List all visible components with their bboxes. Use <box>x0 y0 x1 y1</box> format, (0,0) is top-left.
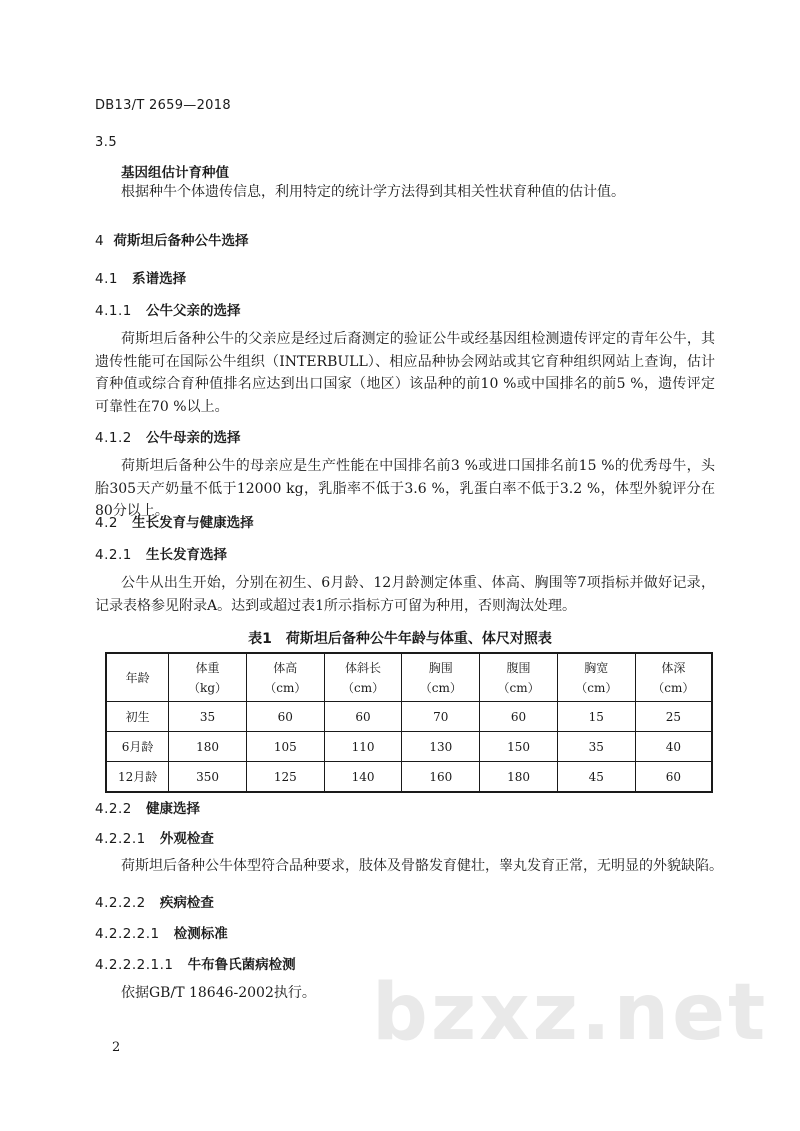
table-cell: 180 <box>480 762 558 793</box>
section-number: 4 <box>95 233 105 249</box>
column-header: 体重 （kg） <box>169 653 247 702</box>
section-4-1-heading <box>95 267 186 287</box>
table-cell: 140 <box>324 762 402 793</box>
column-header: 胸宽 （cm） <box>557 653 635 702</box>
section-number: 4.2.2.2 <box>95 895 146 911</box>
section-number: 4.2.1 <box>95 547 132 563</box>
section-4-heading <box>95 229 249 249</box>
column-header: 腹围 （cm） <box>480 653 558 702</box>
table-cell: 45 <box>557 762 635 793</box>
section-number: 4.1.2 <box>95 430 132 446</box>
section-title: 检测标准 <box>173 926 228 942</box>
section-title: 荷斯坦后备种公牛选择 <box>113 233 249 249</box>
section-number: 4.2.2.1 <box>95 831 146 847</box>
column-header: 体斜长 （cm） <box>324 653 402 702</box>
column-header: 体高 （cm） <box>246 653 324 702</box>
section-title: 公牛父亲的选择 <box>145 303 241 319</box>
column-header: 年龄 <box>106 653 169 702</box>
table-cell: 6月龄 <box>106 732 169 762</box>
table-cell: 35 <box>169 702 247 732</box>
section-4-2-2-2-heading <box>95 891 214 911</box>
table-cell: 70 <box>402 702 480 732</box>
section-4-2-1-heading <box>95 543 227 563</box>
watermark: bzxz.net <box>372 968 769 1058</box>
table-header-row <box>106 653 712 702</box>
table-cell: 130 <box>402 732 480 762</box>
section-number: 4.2 <box>95 515 118 531</box>
section-title: 公牛母亲的选择 <box>145 430 241 446</box>
term-title: 基因组估计育种值 <box>121 165 229 181</box>
section-number-3-5: 3.5 <box>95 135 118 150</box>
section-title: 健康选择 <box>145 801 200 817</box>
section-title: 生长发育选择 <box>145 547 227 563</box>
table-cell: 160 <box>402 762 480 793</box>
section-4-1-2-heading <box>95 426 240 446</box>
section-number: 4.1 <box>95 271 118 287</box>
table-row <box>106 732 712 762</box>
table-cell: 180 <box>169 732 247 762</box>
column-header: 体深 （cm） <box>635 653 712 702</box>
paragraph-4-1-2: 荷斯坦后备种公牛的母亲应是生产性能在中国排名前3 %或进口国排名前15 %的优秀母牛，头胎305天产奶量不低于12000 kg，乳脂率不低于3.6 %，乳蛋白率不低于3.2 %，体型外貌评分在80分以上。 <box>95 458 715 519</box>
section-4-2-2-1-heading <box>95 827 214 847</box>
section-number: 4.2.2 <box>95 801 132 817</box>
section-title: 牛布鲁氏菌病检测 <box>187 957 296 973</box>
section-number: 4.2.2.2.1.1 <box>95 957 174 973</box>
section-title: 系谱选择 <box>132 271 187 287</box>
section-title: 外观检查 <box>159 831 214 847</box>
table-cell: 60 <box>246 702 324 732</box>
table-cell: 15 <box>557 702 635 732</box>
column-header: 胸围 （cm） <box>402 653 480 702</box>
table-cell: 105 <box>246 732 324 762</box>
paragraph-4-2-1: 公牛从出生开始，分别在初生、6月龄、12月龄测定体重、体高、胸围等7项指标并做好记录，记录表格参见附录A。达到或超过表1所示指标方可留为种用，否则淘汰处理。 <box>95 575 715 614</box>
section-4-2-2-2-1-heading <box>95 922 228 942</box>
table-cell: 25 <box>635 702 712 732</box>
table-cell: 350 <box>169 762 247 793</box>
paragraph-4-2-2-1: 荷斯坦后备种公牛体型符合品种要求，肢体及骨骼发育健壮，睾丸发育正常，无明显的外貌缺陷。 <box>121 858 723 874</box>
table-cell: 60 <box>324 702 402 732</box>
paragraph-4-2-2-2-1-1: 依据GB/T 18646-2002执行。 <box>121 985 316 1001</box>
section-4-2-2-2-1-1-heading <box>95 953 296 973</box>
table-cell: 60 <box>480 702 558 732</box>
table-cell: 12月龄 <box>106 762 169 793</box>
body-size-table <box>105 652 713 793</box>
table-cell: 150 <box>480 732 558 762</box>
section-4-1-1-heading <box>95 299 240 319</box>
term-definition: 根据种牛个体遗传信息，利用特定的统计学方法得到其相关性状育种值的估计值。 <box>121 184 625 200</box>
table-cell: 35 <box>557 732 635 762</box>
document-header-id: DB13/T 2659—2018 <box>95 98 231 113</box>
section-4-2-2-heading <box>95 797 200 817</box>
table-row <box>106 762 712 793</box>
page-number: 2 <box>112 1040 121 1055</box>
section-number: 4.1.1 <box>95 303 132 319</box>
table-caption: 表1 荷斯坦后备种公牛年龄与体重、体尺对照表 <box>248 631 552 647</box>
table-cell: 110 <box>324 732 402 762</box>
table-cell: 125 <box>246 762 324 793</box>
table-cell: 40 <box>635 732 712 762</box>
section-4-2-heading <box>95 511 254 531</box>
section-title: 生长发育与健康选择 <box>132 515 254 531</box>
section-number: 4.2.2.2.1 <box>95 926 160 942</box>
table-cell: 60 <box>635 762 712 793</box>
paragraph-4-1-1: 荷斯坦后备种公牛的父亲应是经过后裔测定的验证公牛或经基因组检测遗传评定的青年公牛，其遗传性能可在国际公牛组织（INTERBULL）、相应品种协会网站或其它育种组织网站上查询，估计育种值或综合育种值排名应达到出口国家（地区）该品种的前10 %或中国排名的前5 %，遗传评定可靠性在70 %以上。 <box>95 331 715 415</box>
table-cell: 初生 <box>106 702 169 732</box>
section-title: 疾病检查 <box>159 895 214 911</box>
table-row <box>106 702 712 732</box>
